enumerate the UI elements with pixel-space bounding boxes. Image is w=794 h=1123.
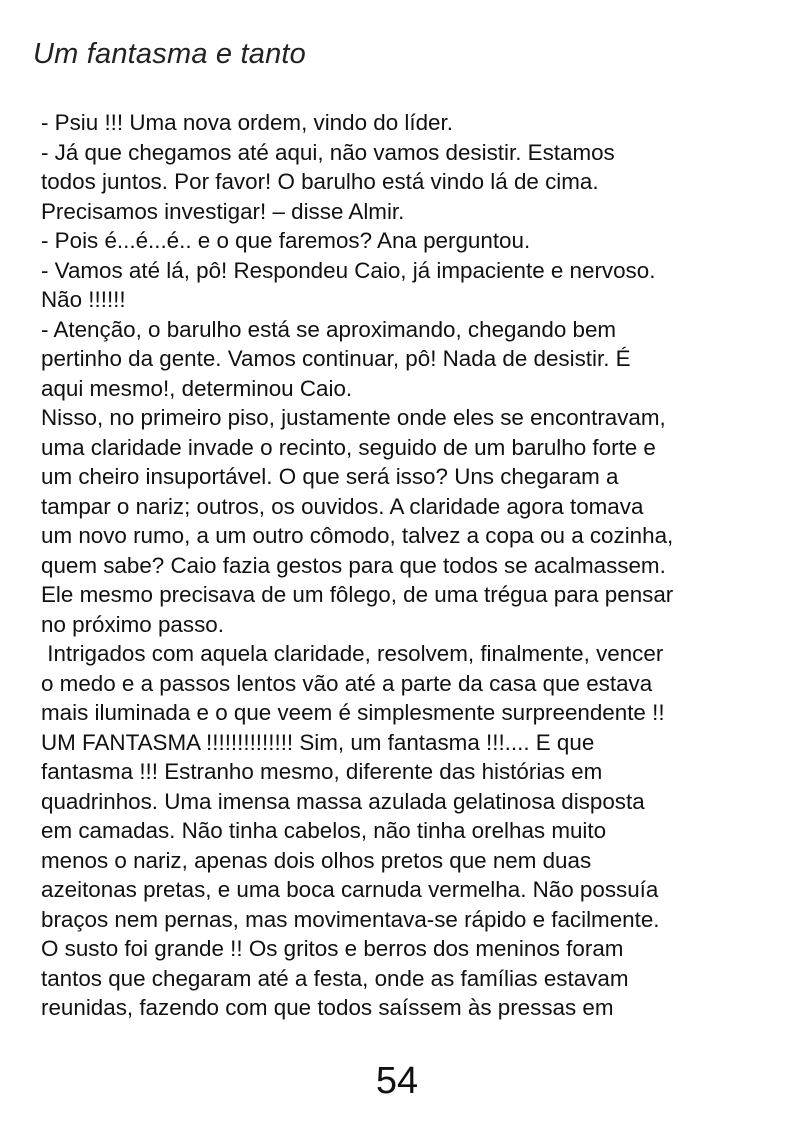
text-line: Intrigados com aquela claridade, resolvem, finalmente, vencer bbox=[41, 641, 664, 666]
text-line: tantos que chegaram até a festa, onde as famílias estavam bbox=[41, 965, 629, 991]
text-line: pertinho da gente. Vamos continuar, pô! Nada de desistir. É bbox=[41, 346, 631, 371]
text-line: quadrinhos. Uma imensa massa azulada gelatinosa disposta bbox=[41, 788, 645, 814]
text-line: - Atenção, o barulho está se aproximando, chegando bem bbox=[41, 316, 617, 342]
text-line: aqui mesmo!, determinou Caio. bbox=[41, 375, 353, 401]
text-line: Não !!!!!! bbox=[41, 287, 126, 312]
text-line: menos o nariz, apenas dois olhos pretos que nem duas bbox=[41, 847, 592, 873]
text-line: o medo e a passos lentos vão até a parte da casa que estava bbox=[41, 670, 653, 696]
text-line: UM FANTASMA !!!!!!!!!!!!!! Sim, um fantasma !!!.... E que bbox=[41, 729, 595, 755]
text-line: um cheiro insuportável. O que será isso? Uns chegaram a bbox=[41, 464, 619, 489]
body-text bbox=[41, 108, 761, 1023]
text-line: - Já que chegamos até aqui, não vamos desistir. Estamos bbox=[41, 139, 615, 165]
text-line: - Vamos até lá, pô! Respondeu Caio, já impaciente e nervoso. bbox=[41, 257, 656, 283]
text-line: em camadas. Não tinha cabelos, não tinha orelhas muito bbox=[41, 818, 607, 843]
page-number: 54 bbox=[375, 1060, 419, 1102]
text-line: azeitonas pretas, e uma boca carnuda vermelha. Não possuía bbox=[41, 877, 659, 902]
text-line: quem sabe? Caio fazia gestos para que todos se acalmassem. bbox=[41, 552, 666, 578]
text-line: um novo rumo, a um outro cômodo, talvez a copa ou a cozinha, bbox=[41, 523, 674, 548]
text-line: reunidas, fazendo com que todos saíssem às pressas em bbox=[41, 995, 614, 1020]
text-line: tampar o nariz; outros, os ouvidos. A claridade agora tomava bbox=[41, 493, 644, 519]
text-line: fantasma !!! Estranho mesmo, diferente das histórias em bbox=[41, 759, 603, 784]
text-line: no próximo passo. bbox=[41, 611, 224, 637]
text-line: - Pois é...é...é.. e o que faremos? Ana perguntou. bbox=[41, 228, 531, 253]
text-line: Precisamos investigar! – disse Almir. bbox=[41, 198, 405, 224]
text-line: Nisso, no primeiro piso, justamente onde eles se encontravam, bbox=[41, 405, 666, 430]
text-line: - Psiu !!! Uma nova ordem, vindo do líder. bbox=[41, 110, 453, 135]
text-line: Ele mesmo precisava de um fôlego, de uma trégua para pensar bbox=[41, 582, 674, 607]
text-line: mais iluminada e o que veem é simplesmente surpreendente !! bbox=[41, 700, 665, 725]
chapter-title: Um fantasma e tanto bbox=[33, 38, 306, 70]
text-line: braços nem pernas, mas movimentava-se rápido e facilmente. bbox=[41, 906, 660, 932]
text-line: O susto foi grande !! Os gritos e berros dos meninos foram bbox=[41, 936, 624, 961]
text-line: uma claridade invade o recinto, seguido de um barulho forte e bbox=[41, 434, 656, 460]
text-line: todos juntos. Por favor! O barulho está vindo lá de cima. bbox=[41, 169, 599, 194]
